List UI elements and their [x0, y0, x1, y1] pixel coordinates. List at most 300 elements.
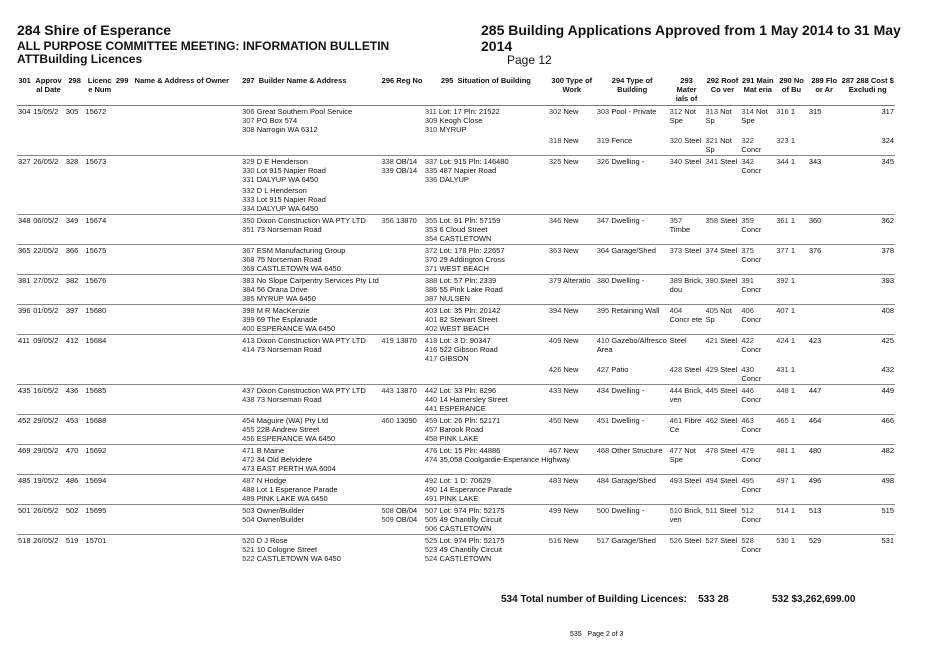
situation-line [425, 246, 547, 255]
builder-line-ref: 456 [242, 434, 255, 443]
situation-line-ref: 309 [424, 116, 438, 125]
no-of-buildings: 1 [790, 306, 795, 315]
licence-number: 15684 [85, 336, 107, 345]
type-of-work: New [563, 136, 579, 145]
situation-line-ref: 353 [424, 225, 438, 234]
situation-line-ref: 310 [424, 125, 438, 134]
table-row [17, 275, 895, 305]
no-of-buildings: 1 [790, 136, 795, 145]
type-of-work: New [563, 536, 579, 545]
record-ref: 501 [18, 506, 31, 515]
reg-ref: 509 [381, 515, 394, 524]
builder-line-text: Narrogin WA 6312 [256, 125, 318, 134]
licences-table [17, 74, 895, 564]
approval-ref: 305 [65, 107, 79, 116]
builder-line [242, 285, 379, 294]
col-builder: 297 Builder Name & Address [241, 74, 380, 106]
situation-line [425, 294, 547, 303]
builder-line-text: Lot 915 Napier Road [256, 195, 326, 204]
situation-line-text: 82 Stewart Street [439, 315, 498, 324]
table-row [17, 385, 895, 415]
situation-line-ref: 476 [424, 446, 438, 455]
main-material-ref: 512 [741, 506, 754, 515]
situation-line-text: Lot: 178 Pln: 22657 [439, 246, 505, 255]
licence-number: 15701 [85, 536, 107, 545]
type-of-building-ref: 517 [596, 536, 610, 545]
cost: 482 [881, 446, 894, 455]
col-owner: 299 Name & Address of Owner [115, 74, 241, 106]
situation-line-ref: 492 [424, 476, 438, 485]
type-of-work: New [563, 246, 579, 255]
situation-line-text: 49 Chantilly Circuit [439, 545, 502, 554]
type-of-building: Dwelling - [611, 216, 645, 225]
builder-line [242, 294, 379, 303]
no-of-buildings: 1 [790, 336, 795, 345]
roof-cover-ref: 511 [705, 506, 718, 515]
type-of-building: Pool - Private [611, 107, 657, 116]
main-material: Concr [741, 166, 762, 175]
situation-line-ref: 416 [424, 345, 438, 354]
roof-cover-ref: 358 [705, 216, 719, 225]
col-301: 301 [17, 74, 32, 106]
materials: Steel [684, 365, 702, 374]
type-of-work: New [563, 476, 579, 485]
type-of-work-ref: 516 [548, 536, 562, 545]
situation-line [425, 255, 547, 264]
roof-cover-ref: 313 [705, 107, 719, 116]
builder-line-text: ESPERANCE WA 6450 [256, 434, 336, 443]
approval-ref: 382 [65, 276, 79, 285]
roof-cover-ref: 494 [705, 476, 719, 485]
situation-line-text: 522 Gibson Road [439, 345, 498, 354]
situation-line-ref: 372 [424, 246, 438, 255]
no-of-buildings: 1 [790, 157, 795, 166]
type-of-work: New [563, 506, 579, 515]
situation-line-text: CASTLETOWN [439, 524, 492, 533]
main-material: Concr [741, 485, 762, 494]
type-of-building-ref: 326 [596, 157, 610, 166]
situation-line [425, 157, 547, 166]
header-title: 284 Shire of Esperance [17, 22, 172, 38]
situation-line-text: Lot: 15 Pln: 44886 [439, 446, 501, 455]
situation-line-text: CASTLETOWN [439, 234, 492, 243]
total-licences: 534 Total number of Building Licences: 533 28 [501, 594, 729, 605]
situation-line-text: Lot: 3 D: 90347 [439, 336, 491, 345]
type-of-work: New [563, 306, 579, 315]
approval-date: 15/05/2 [33, 107, 59, 116]
no-of-buildings: 1 [790, 536, 795, 545]
situation-line-ref: 506 [424, 524, 438, 533]
table-row [17, 245, 895, 275]
main-material: Concr [741, 285, 762, 294]
builder-line [242, 554, 379, 563]
approval-ref: 470 [65, 446, 79, 455]
situation-line-ref: 474 [424, 455, 438, 464]
situation-line [425, 515, 547, 524]
main-material-ref: 359 [741, 216, 754, 225]
situation-line-ref: 388 [424, 276, 438, 285]
licence-number: 15674 [85, 216, 107, 225]
roof-cover: Not Sp [705, 107, 732, 125]
type-of-work-ref: 394 [548, 306, 562, 315]
situation-line [425, 125, 547, 134]
type-of-building: Patio [611, 365, 629, 374]
main-material-ref: 375 [741, 246, 754, 255]
builder-line [242, 536, 379, 545]
type-of-building-ref: 380 [596, 276, 610, 285]
type-of-work-ref: 318 [548, 136, 562, 145]
approval-ref: 412 [65, 336, 79, 345]
main-material-ref: 495 [741, 476, 754, 485]
situation-line-text: 35,058 Coolgardie-Esperance Highway [439, 455, 570, 464]
builder-line-text: 56 Orana Drive [256, 285, 308, 294]
builder-line [242, 204, 379, 213]
type-of-building: Garage/Shed [611, 476, 656, 485]
builder-line [242, 494, 379, 503]
main-material-ref: 422 [741, 336, 754, 345]
type-of-building: Garage/Shed [611, 246, 656, 255]
builder-line-ref: 369 [242, 264, 255, 273]
main-material-ref: 391 [741, 276, 754, 285]
approval-date: 19/05/2 [33, 476, 59, 485]
materials: Not Spe [669, 107, 696, 125]
main-material: Concr [741, 225, 762, 234]
situation-line-text: Lot: 57 Pln: 2339 [439, 276, 497, 285]
situation-line-text: Lot: 17 Pln: 21522 [438, 107, 500, 116]
builder-line-ref: 332 [242, 186, 255, 195]
record-ref: 365 [18, 246, 31, 255]
builder-line-text: 69 The Esplanade [256, 315, 318, 324]
situation-line-ref: 371 [424, 264, 438, 273]
licence-number: 15675 [85, 246, 107, 255]
main-material-ref: 528 [741, 536, 754, 545]
situation-line [425, 554, 547, 563]
main-material-ref: 314 [741, 107, 754, 116]
builder-line-ref: 368 [242, 255, 255, 264]
situation-line-text: Lot: 1 D: 70629 [439, 476, 491, 485]
materials-ref: 340 [669, 157, 683, 166]
record-ref: 452 [18, 416, 31, 425]
builder-line-text: MYRUP WA 6450 [256, 294, 316, 303]
materials-ref: 389 [669, 276, 683, 285]
col-licence-num: Licenc e Num [84, 74, 114, 106]
situation-line [425, 386, 547, 395]
builder-line-text: Great Southern Pool Service [256, 107, 353, 116]
builder-line-text: 75 Norseman Road [256, 255, 322, 264]
type-of-building-ref: 500 [596, 506, 610, 515]
builder-line [242, 324, 379, 333]
builder-line [242, 125, 379, 134]
builder-line-ref: 472 [242, 455, 255, 464]
situation-line [425, 225, 547, 234]
builder-line [242, 485, 379, 494]
no-of-buildings: 1 [790, 386, 795, 395]
builder-line-ref: 330 [242, 166, 255, 175]
situation-line [425, 234, 547, 243]
col-reg-no: 296 Reg No [380, 74, 424, 106]
builder-line [242, 464, 379, 473]
type-of-building-ref: 468 [596, 446, 610, 455]
record-ref: 469 [18, 446, 31, 455]
cost: 432 [881, 365, 894, 374]
builder-line-text: DALYUP WA 6450 [256, 204, 319, 213]
footer: 535 Page 2 of 3 [570, 631, 624, 638]
no-of-buildings: 1 [790, 365, 795, 374]
table-row [17, 156, 895, 215]
main-material: Concr [741, 395, 762, 404]
reg-ref: 443 [381, 386, 394, 395]
main-material-ref: 406 [741, 306, 754, 315]
approval-date: 29/05/2 [33, 446, 59, 455]
situation-line [425, 306, 547, 315]
roof-cover: Steel [720, 246, 738, 255]
cost: 449 [881, 386, 894, 395]
record-ref: 435 [18, 386, 31, 395]
col-approval-date: Approv al Date [32, 74, 65, 106]
situation-line-text: Barook Road [439, 425, 484, 434]
reg-line [381, 336, 423, 345]
licence-number: 15680 [85, 306, 107, 315]
situation-line-text: DALYUP [439, 175, 469, 184]
floor-area: 496 [808, 476, 822, 485]
roof-cover-ref: 321 [705, 136, 719, 145]
main-material: Concr [741, 515, 762, 524]
cost: 466 [881, 416, 894, 425]
builder-line-text: ESM Manufacturing Group [256, 246, 346, 255]
builder-line [242, 506, 379, 515]
licence-number: 15672 [85, 107, 107, 116]
builder-line [242, 515, 379, 524]
type-of-building-ref: 364 [596, 246, 610, 255]
materials: Brick, ven [669, 506, 703, 524]
situation-line-text: Lot: 974 Pln: 52175 [439, 536, 505, 545]
type-of-building-ref: 434 [596, 386, 610, 395]
main-material-ref: 446 [741, 386, 754, 395]
builder-line-ref: 333 [242, 195, 255, 204]
situation-line [425, 395, 547, 404]
situation-line-ref: 337 [424, 157, 438, 166]
situation-line [425, 276, 547, 285]
cost: 498 [881, 476, 894, 485]
record-ref: 327 [18, 157, 31, 166]
builder-line-ref: 351 [242, 225, 255, 234]
approval-ref: 519 [65, 536, 79, 545]
materials: Steel [669, 336, 687, 345]
roof-cover: Steel [720, 276, 738, 285]
materials: Concr ete [669, 315, 703, 324]
roof-cover: Steel [720, 476, 738, 485]
materials: Steel [684, 476, 702, 485]
type-of-building-ref: 395 [596, 306, 610, 315]
builder-line-text: CASTLETOWN WA 6450 [256, 554, 341, 563]
table-row [17, 445, 895, 475]
builder-line [242, 225, 379, 234]
no-of-buildings-ref: 530 [776, 536, 789, 545]
no-of-buildings-ref: 323 [776, 136, 789, 145]
record-ref: 396 [18, 306, 31, 315]
col-no-of-buildings: 290 No of Bu [775, 74, 808, 106]
type-of-building: Dwelling - [611, 416, 645, 425]
no-of-buildings: 1 [790, 506, 795, 515]
situation-line-text: Lot: 91 Pln: 57159 [439, 216, 501, 225]
type-of-building-ref: 427 [596, 365, 610, 374]
approval-ref: 349 [65, 216, 79, 225]
licence-number: 15688 [85, 416, 107, 425]
builder-line [242, 195, 379, 204]
builder-line [242, 306, 379, 315]
situation-line-ref: 418 [424, 336, 438, 345]
builder-line [242, 186, 379, 195]
type-of-building: Other Structure [611, 446, 663, 455]
builder-line-text: B Maine [256, 446, 285, 455]
situation-line-ref: 335 [424, 166, 438, 175]
reg-number: 13870 [395, 386, 417, 395]
reg-number: 13870 [395, 336, 417, 345]
main-material-ref: 479 [741, 446, 754, 455]
main-material-ref: 322 [741, 136, 754, 145]
situation-line [425, 116, 547, 125]
situation-line-ref: 441 [424, 404, 438, 413]
type-of-work: New [563, 365, 579, 374]
builder-line-text: 34 Old Belvidere [256, 455, 313, 464]
situation-line-text: Lot: 26 Pln: 52171 [439, 416, 501, 425]
approval-ref: 436 [65, 386, 79, 395]
situation-line [425, 485, 547, 494]
situation-line-ref: 403 [424, 306, 438, 315]
approval-ref: 486 [65, 476, 79, 485]
table-row [17, 364, 895, 385]
main-material: Concr [741, 345, 762, 354]
builder-line-ref: 414 [242, 345, 255, 354]
builder-line-text: D L Henderson [256, 186, 307, 195]
no-of-buildings-ref: 392 [776, 276, 789, 285]
builder-line-text: ESPERANCE WA 6450 [256, 324, 336, 333]
type-of-building: Gazebo/Alfresco Area [596, 336, 667, 354]
type-of-work-ref: 467 [548, 446, 562, 455]
roof-cover-ref: 527 [705, 536, 719, 545]
builder-line-ref: 385 [242, 294, 255, 303]
materials-ref: 373 [669, 246, 683, 255]
builder-line-ref: 399 [242, 315, 255, 324]
situation-line-ref: 491 [424, 494, 438, 503]
floor-area: 513 [808, 506, 822, 515]
floor-area: 423 [808, 336, 822, 345]
no-of-buildings: 1 [790, 416, 795, 425]
builder-line [242, 434, 379, 443]
no-of-buildings: 1 [790, 476, 795, 485]
approval-date: 29/05/2 [33, 416, 59, 425]
materials: Steel [684, 246, 702, 255]
table-header-row [17, 74, 895, 106]
builder-line [242, 315, 379, 324]
builder-line-text: Dixon Construction WA PTY LTD [256, 386, 366, 395]
situation-line-ref: 442 [424, 386, 438, 395]
approval-date: 22/05/2 [33, 246, 59, 255]
materials-ref: 404 [669, 306, 683, 315]
no-of-buildings-ref: 448 [776, 386, 789, 395]
type-of-work: New [563, 386, 579, 395]
builder-line-ref: 455 [242, 425, 255, 434]
situation-line-text: 29 Addington Cross [439, 255, 505, 264]
no-of-buildings-ref: 514 [776, 506, 789, 515]
builder-line-ref: 487 [242, 476, 255, 485]
licence-number: 15676 [85, 276, 107, 285]
builder-line-ref: 438 [242, 395, 255, 404]
situation-line [425, 216, 547, 225]
builder-line-text: 73 Norseman Road [256, 345, 322, 354]
cost: 324 [881, 136, 894, 145]
situation-line [425, 545, 547, 554]
reg-line [381, 515, 423, 524]
builder-line-ref: 383 [242, 276, 255, 285]
roof-cover: Steel [720, 216, 738, 225]
builder-line-text: EAST PERTH WA 6004 [256, 464, 336, 473]
col-main-material: 291 Main Mat eria [740, 74, 775, 106]
cost: 425 [881, 336, 894, 345]
roof-cover: Steel [720, 446, 738, 455]
builder-line-text: M R MacKenzie [256, 306, 310, 315]
col-298: 298 [65, 74, 85, 106]
no-of-buildings-ref: 407 [776, 306, 789, 315]
reg-line [381, 157, 423, 166]
situation-line-text: 14 Hamersley Street [439, 395, 508, 404]
materials-ref: 444 [669, 386, 683, 395]
no-of-buildings-ref: 431 [776, 365, 789, 374]
situation-line [425, 354, 547, 363]
reg-ref: 356 [381, 216, 394, 225]
builder-line-ref: 522 [242, 554, 255, 563]
builder-line-text: D J Rose [256, 536, 288, 545]
builder-line [242, 446, 379, 455]
col-type-of-building: 294 Type of Building [596, 74, 669, 106]
cost: 317 [881, 107, 894, 116]
header-subtitle: ALL PURPOSE COMMITTEE MEETING: INFORMATION BULLETIN [17, 39, 390, 53]
situation-line-ref: 402 [424, 324, 438, 333]
builder-line [242, 264, 379, 273]
builder-line-ref: 367 [242, 246, 255, 255]
builder-line [242, 425, 379, 434]
reg-number: 13090 [395, 416, 417, 425]
type-of-work-ref: 499 [548, 506, 562, 515]
record-ref: 348 [18, 216, 31, 225]
licence-number: 15673 [85, 157, 107, 166]
floor-area: 343 [808, 157, 822, 166]
builder-line-text: 73 Norseman Road [256, 225, 322, 234]
builder-line-ref: 488 [242, 485, 255, 494]
main-material: Not Spe [741, 107, 768, 125]
reg-ref: 339 [381, 166, 394, 175]
situation-line-ref: 505 [424, 515, 438, 524]
approval-date: 16/05/2 [33, 386, 59, 395]
builder-line-text: Maguire (WA) Pty Ltd [256, 416, 329, 425]
builder-line-ref: 473 [242, 464, 255, 473]
type-of-building: Dwelling - [611, 386, 645, 395]
builder-line-text: Owner/Builder [256, 515, 305, 524]
builder-line-text: Dixon Construction WA PTY LTD [256, 336, 366, 345]
builder-line-ref: 521 [242, 545, 255, 554]
situation-line-ref: 525 [424, 536, 438, 545]
situation-line [424, 455, 570, 464]
materials-ref: 461 [669, 416, 683, 425]
builder-line [242, 345, 379, 354]
situation-line-ref: 354 [424, 234, 438, 243]
builder-line-text: Lot 915 Napier Road [256, 166, 326, 175]
roof-cover: Not Sp [705, 136, 732, 154]
builder-line-text: Lot 1 Esperance Parade [256, 485, 338, 494]
situation-line-text: CASTLETOWN [439, 554, 492, 563]
floor-area: 529 [808, 536, 822, 545]
main-material-ref: 342 [741, 157, 754, 166]
